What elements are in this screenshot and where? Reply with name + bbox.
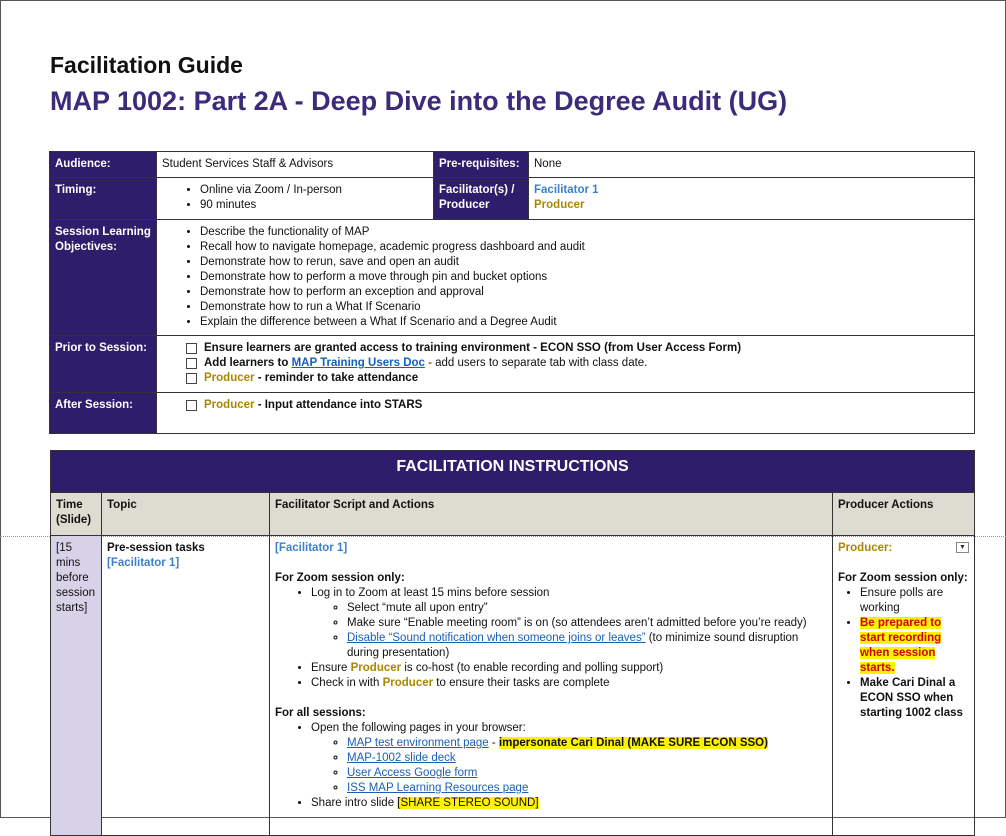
col-header-time: Time (Slide): [51, 493, 102, 536]
script-substep: [347, 751, 827, 766]
objective-item: • Demonstrate how to perform a move through pin and bucket options: [200, 270, 969, 285]
objective-item: • Recall how to navigate homepage, academic progress dashboard and audit: [200, 240, 969, 255]
facilitator-name: Facilitator 1: [534, 184, 599, 196]
objectives-value: [157, 220, 975, 336]
zoom-only-heading: For Zoom session only:: [275, 572, 405, 584]
objectives-label: Session Learning Objectives:: [50, 220, 157, 336]
col-header-producer: Producer Actions: [833, 493, 975, 536]
checkbox-icon[interactable]: [186, 343, 197, 354]
prior-checklist-item[interactable]: Producer - reminder to take attendance: [186, 371, 969, 386]
timing-item: • Online via Zoom / In-person: [200, 183, 428, 198]
audience-label: Audience:: [50, 152, 157, 178]
after-checklist-item[interactable]: Producer - Input attendance into STARS: [186, 398, 969, 413]
script-substep: ◦ Select “mute all upon entry”: [347, 601, 827, 616]
script-facilitator-tag: [Facilitator 1]: [275, 542, 348, 554]
instructions-banner: FACILITATION INSTRUCTIONS: [51, 451, 975, 493]
objective-item: • Demonstrate how to perform an exception and approval: [200, 285, 969, 300]
timing-label: Timing:: [50, 178, 157, 220]
objective-item: • Describe the functionality of MAP: [200, 225, 969, 240]
col-header-script: Facilitator Script and Actions: [270, 493, 833, 536]
script-step: • Share intro slide [SHARE STEREO SOUND]: [311, 796, 827, 811]
script-step: • Check in with Producer to ensure their tasks are complete: [311, 676, 827, 691]
producer-step: • Be prepared to start recording when session starts.: [860, 616, 969, 676]
producer-step: • Ensure polls are working: [860, 586, 969, 616]
script-substep: [347, 766, 827, 781]
audience-value: Student Services Staff & Advisors: [157, 152, 434, 178]
producer-step: • Make Cari Dinal a ECON SSO when starting 1002 class: [860, 676, 969, 721]
script-substep: ◦ MAP test environment page - impersonate Cari Dinal (MAKE SURE ECON SSO): [347, 736, 827, 751]
map-test-environment-link[interactable]: MAP test environment page: [347, 737, 489, 749]
col-header-topic: Topic: [102, 493, 270, 536]
map-training-users-doc-link[interactable]: MAP Training Users Doc: [291, 357, 425, 369]
timing-item: • 90 minutes: [200, 198, 428, 213]
producer-heading: Producer:: [838, 542, 893, 554]
timing-value: [157, 178, 434, 220]
document-title: Facilitation Guide: [50, 52, 243, 78]
script-step: • Open the following pages in your browser: ◦ MAP test environment page - impersonate Cari Dinal (MAKE SURE ECON SSO) ◦ MAP-1002 slide deck ◦ User Access Google form ◦ ISS MAP Learning Resources page: [311, 721, 827, 796]
session-info-table: [49, 151, 975, 434]
slide-deck-link[interactable]: MAP-1002 slide deck: [347, 752, 456, 764]
facilitator-label: Facilitator(s) / Producer: [434, 178, 529, 220]
prior-label: Prior to Session:: [50, 336, 157, 393]
checkbox-icon[interactable]: [186, 400, 197, 411]
user-access-form-link[interactable]: User Access Google form: [347, 767, 478, 779]
script-step: • Ensure Producer is co-host (to enable recording and polling support): [311, 661, 827, 676]
objective-item: • Explain the difference between a What If Scenario and a Degree Audit: [200, 315, 969, 330]
script-substep: ◦ Make sure “Enable meeting room” is on (so attendees aren’t admitted before you’re ready): [347, 616, 827, 631]
row-script: [270, 536, 833, 836]
row-topic: Pre-session tasks [Facilitator 1]: [102, 536, 270, 836]
script-substep: [347, 781, 827, 796]
document-subtitle: MAP 1002: Part 2A - Deep Dive into the Degree Audit (UG): [50, 86, 788, 116]
producer-name: Producer: [534, 199, 585, 211]
row-producer-actions: [833, 536, 975, 836]
learning-resources-link[interactable]: ISS MAP Learning Resources page: [347, 782, 529, 794]
sound-notification-link[interactable]: Disable “Sound notification when someone joins or leaves”: [347, 632, 646, 644]
dropdown-arrow-icon[interactable]: ▼: [956, 542, 969, 553]
prereq-value: None: [529, 152, 975, 178]
after-label: After Session:: [50, 393, 157, 434]
checkbox-icon[interactable]: [186, 358, 197, 369]
objective-item: • Demonstrate how to rerun, save and open an audit: [200, 255, 969, 270]
prereq-label: Pre-requisites:: [434, 152, 529, 178]
objective-item: • Demonstrate how to run a What If Scenario: [200, 300, 969, 315]
prior-checklist-item[interactable]: Add learners to MAP Training Users Doc - add users to separate tab with class date.: [186, 356, 969, 371]
after-value: [157, 393, 975, 434]
script-step: • Log in to Zoom at least 15 mins before session ◦ Select “mute all upon entry” ◦ Make sure “Enable meeting room” is on (so attendees aren’t admitted before you’re ready) ◦ Disable “Sound notification when someone joins or leaves” (to minimize sound disruption during presentation): [311, 586, 827, 661]
prior-checklist-item[interactable]: Ensure learners are granted access to training environment - ECON SSO (from User Access Form): [186, 341, 969, 356]
all-sessions-heading: For all sessions:: [275, 707, 366, 719]
script-substep: ◦ Disable “Sound notification when someone joins or leaves” (to minimize sound disruption during presentation): [347, 631, 827, 661]
checkbox-icon[interactable]: [186, 373, 197, 384]
facilitation-instructions-table: [50, 450, 975, 836]
facilitator-value: [529, 178, 975, 220]
producer-zoom-heading: For Zoom session only:: [838, 572, 968, 584]
prior-value: [157, 336, 975, 393]
row-time: [15 mins before session starts]: [51, 536, 102, 836]
